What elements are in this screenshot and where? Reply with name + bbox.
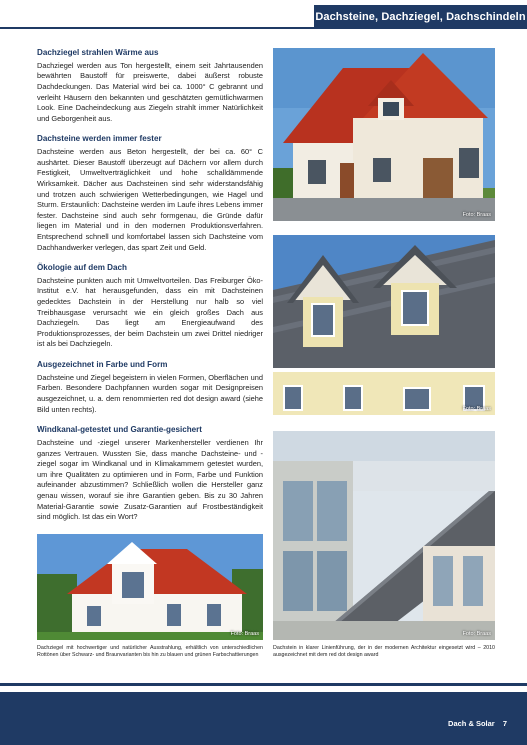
house-illustration <box>273 48 495 221</box>
header-bar <box>0 0 527 28</box>
article-body <box>37 48 263 533</box>
villa-illustration <box>37 534 263 640</box>
photo-grey-dormer-roof <box>273 235 495 415</box>
section-heading: Ausgezeichnet in Farbe und Form <box>37 360 168 370</box>
photo-credit: Foto: Braas <box>230 631 259 637</box>
photo-credit: Foto: Braas <box>462 406 491 412</box>
section-heading: Windkanal-getestet und Garantie-gesichert <box>37 425 202 435</box>
section-heading: Dachziegel strahlen Wärme aus <box>37 48 159 57</box>
photo-modern-architecture <box>273 431 495 640</box>
section-heading: Dachsteine werden immer fester <box>37 134 162 144</box>
section-farbe-form <box>37 360 263 415</box>
footer-brand: Dach & Solar <box>448 719 495 728</box>
section-text: Dachsteine und -ziegel unserer Markenhersteller verdienen Ihr ganzes Vertrauen. Wussten Sie, dass manche Dachsteine- und -ziegel sogar im Windkanal und in Klimakammern getestet wurden, um ihre Qualitäten zu optimieren und in Form, Farbe und Funktion aufeinander abzustimmen? Schließlich wollen die Hersteller ganz genau wissen, worauf sie ihre Garantien geben. Bis zu 30 Jahren Material-Garantie sowie Zusatz-Garantien auf Frostbeständigkeit sind möglich. Ist das ein Wort? <box>37 438 263 522</box>
section-ziegel <box>37 48 263 124</box>
section-oekologie <box>37 263 263 350</box>
caption-left: Dachziegel mit hochwertiger und natürlicher Ausstrahlung, erhältlich von unterschiedlichen Rottönen über Schwarz- und Braunvarianten bis hin zu blauen und grünen Farbschattierungen <box>37 645 263 659</box>
photo-white-villa <box>37 534 263 640</box>
section-text: Dachsteine punkten auch mit Umweltvorteilen. Das Freiburger Öko-Institut e.V. hat herausgefunden, dass ein mit Dachsteinen gedecktes Dachstein in der Herstellung nur halb so viel Treibhausgase verursacht wie ein gleich großes Dach aus Dachziegeln. Das liegt am Energieaufwand des Produktionsprozesses, der beim Dachstein um zwei Drittel niedriger ist als bei Dachziegeln. <box>37 275 263 349</box>
section-text: Dachziegel werden aus Ton hergestellt, einem seit Jahrtausenden bewährten Baustoff für preiswerte, dabei äußerst robuste Dachdeckungen. Das Material wird bei ca. 1000° C gebrannt und verleiht Häusern den bekannten und geschätzten gemütlichwarmen Look. Eine Dacheindeckung aus Ziegeln strahlt immer Natürlichkeit und Geborgenheit aus. <box>37 60 263 123</box>
section-heading: Ökologie auf dem Dach <box>37 263 127 273</box>
modern-house-illustration <box>273 431 495 640</box>
caption-right: Dachstein in klarer Linienführung, der in der modernen Architektur eingesetzt wird – 2010 ausgezeichnet mit dem red dot design award <box>273 645 495 659</box>
footer-label <box>448 719 507 728</box>
footer-rule <box>0 683 527 686</box>
photo-credit: Foto: Braas <box>462 631 491 637</box>
section-title: Dachsteine, Dachziegel, Dachschindeln <box>314 5 527 28</box>
dormer-illustration <box>273 235 495 415</box>
section-text: Dachsteine und Ziegel begeistern in vielen Formen, Oberflächen und Farben. Besondere Dachpfannen wurden sogar mit Designpreisen ausgezeichnet, u. a. dem renommierten red dot design award (siehe Bild unten rechts). <box>37 372 263 414</box>
section-garantie <box>37 425 263 523</box>
photo-red-tile-house <box>273 48 495 221</box>
photo-credit: Foto: Braas <box>462 212 491 218</box>
section-dachsteine <box>37 134 263 253</box>
section-text: Dachsteine werden aus Beton hergestellt, der bei ca. 60° C aushärtet. Dieser Baustoff überzeugt auf Dächern vor allem durch Festigkeit, Umweltverträglichkeit und hohe schalldämmende Wirksamkeit. Dächer aus Dachsteinen sind sehr widerstandsfähig und trotzen auch schwierigen Wetterbedingungen, wie Hagel und Sturm. Erstaunlich: Dachsteine werden im Laufe ihres Lebens immer fester. Dachsteine sind auch sehr formgenau, die Gründe dafür liegen im Material und in den modernen Produktionsverfahren. Entsprechend schnell und komfortabel lassen sich Dachsteine vom Dachhandwerker verlegen, das spart Zeit und Geld. <box>37 147 263 252</box>
page-number: 7 <box>502 719 507 728</box>
